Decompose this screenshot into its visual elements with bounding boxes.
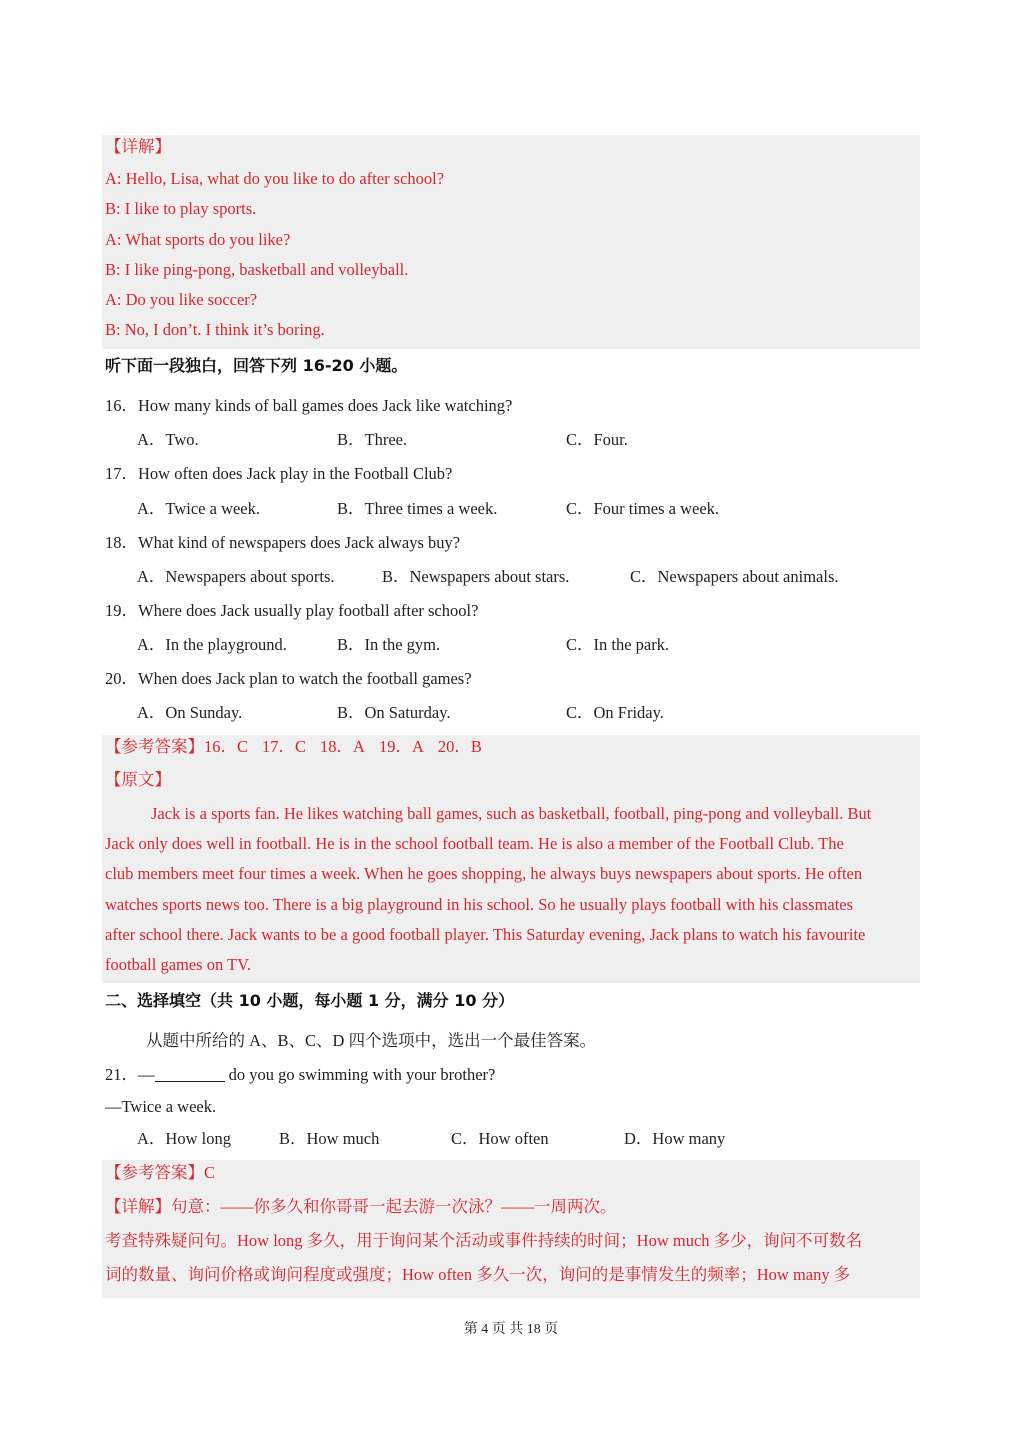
question-16 — [105, 395, 512, 417]
question-text: Where does Jack usually play football after school? — [138, 601, 479, 620]
question-17 — [105, 463, 452, 485]
question-number: 16． — [105, 396, 138, 415]
dialogue-line: A: Hello, Lisa, what do you like to do after school? — [105, 169, 445, 188]
question-text: When does Jack plan to watch the football games? — [138, 669, 472, 688]
option-b: B．Newspapers about stars. — [382, 567, 570, 586]
question-21-reply: —Twice a week. — [105, 1097, 217, 1116]
answer-item: 17．C — [262, 737, 307, 756]
answer-item: 16．C — [204, 737, 249, 756]
option-b: B．Three. — [337, 430, 408, 449]
option-c: C．Four. — [566, 430, 628, 449]
option-b: B．In the gym. — [337, 635, 441, 654]
answer-key-21 — [105, 1162, 215, 1184]
option-c: C．Four times a week. — [566, 499, 720, 518]
question-number: 21．— — [105, 1065, 155, 1084]
option-a: A．How long — [137, 1129, 231, 1148]
question-text: How often does Jack play in the Football Club? — [138, 464, 453, 483]
question-text: What kind of newspapers does Jack always buy? — [138, 533, 461, 552]
option-c: C．In the park. — [566, 635, 670, 654]
answer-item: 19．A — [378, 737, 424, 756]
answer-key-16-20 — [105, 736, 496, 758]
question-number: 20． — [105, 669, 138, 688]
option-a: A．Twice a week. — [137, 499, 261, 518]
question-text: How many kinds of ball games does Jack like watching? — [138, 396, 513, 415]
explanation-line: 考查特殊疑问句。How long 多久，用于询问某个活动或事件持续的时间；How much 多少，询问不可数名 — [105, 1231, 863, 1250]
question-number: 19． — [105, 601, 138, 620]
dialogue-line: B: I like to play sports. — [105, 199, 257, 218]
question-18 — [105, 532, 460, 554]
section-heading-listening: 听下面一段独白，回答下列 16-20 小题。 — [105, 356, 408, 375]
question-21 — [105, 1064, 495, 1086]
option-d: D．How many — [624, 1129, 726, 1148]
dialogue-line: A: Do you like soccer? — [105, 290, 258, 309]
answer-blank — [155, 1065, 225, 1082]
passage-line: watches sports news too. There is a big playground in his school. So he usually plays football with his classmates — [105, 894, 854, 914]
option-c: C．Newspapers about animals. — [630, 567, 839, 586]
answer-label: 【参考答案】 — [105, 1163, 204, 1182]
detail-label: 【详解】 — [105, 137, 171, 156]
option-a: A．Two. — [137, 430, 199, 449]
question-19 — [105, 600, 478, 622]
answer-item: 18．A — [320, 737, 365, 756]
dialogue-line: B: I like ping-pong, basketball and volleyball. — [105, 260, 409, 279]
explanation-line: 词的数量、询问价格或询问程度或强度；How often 多久一次，询问的是事情发生的频率；How many 多 — [105, 1265, 851, 1284]
passage-line: Jack only does well in football. He is in the school football team. He is also a member of the Football Club. The — [105, 834, 844, 854]
option-b: B．On Saturday. — [337, 703, 451, 722]
section-heading-multiple-choice: 二、选择填空（共 10 小题，每小题 1 分，满分 10 分） — [105, 991, 515, 1010]
answer-item: 20．B — [437, 737, 482, 756]
passage-line — [105, 799, 917, 829]
original-passage — [105, 799, 917, 980]
option-c: C．On Friday. — [566, 703, 664, 722]
detail-label: 【详解】 — [105, 1197, 171, 1216]
dialogue-line: B: No, I don’t. I think it’s boring. — [105, 320, 325, 339]
passage-line: club members meet four times a week. When he goes shopping, he always buys newspapers about sports. He often — [105, 864, 863, 884]
original-label: 【原文】 — [105, 770, 171, 789]
explanation-line — [105, 1196, 617, 1218]
answer-value: C — [204, 1163, 216, 1182]
option-b: B．How much — [279, 1129, 380, 1148]
page-number: 第 4 页 共 18 页 — [463, 1322, 559, 1337]
option-a: A．Newspapers about sports. — [137, 567, 335, 586]
passage-line: football games on TV. — [105, 955, 252, 975]
option-a: A．In the playground. — [137, 635, 287, 654]
option-a: A．On Sunday. — [137, 703, 243, 722]
detail-text: 句意：——你多久和你哥哥一起去游一次泳？——一周两次。 — [171, 1197, 617, 1216]
option-b: B．Three times a week. — [337, 499, 498, 518]
option-c: C．How often — [451, 1129, 549, 1148]
passage-text: Jack is a sports fan. He likes watching ball games, such as basketball, football, ping-pong and volleyball. But — [151, 804, 872, 823]
question-20 — [105, 668, 472, 690]
question-number: 17． — [105, 464, 138, 483]
answer-label: 【参考答案】 — [105, 737, 204, 756]
question-number: 18． — [105, 533, 138, 552]
dialogue-line: A: What sports do you like? — [105, 230, 291, 249]
passage-line: after school there. Jack wants to be a good football player. This Saturday evening, Jack plans to watch his favourite — [105, 924, 866, 944]
question-text: do you go swimming with your brother? — [224, 1065, 496, 1084]
section-instruction: 从题中所给的 A、B、C、D 四个选项中，选出一个最佳答案。 — [146, 1031, 597, 1050]
